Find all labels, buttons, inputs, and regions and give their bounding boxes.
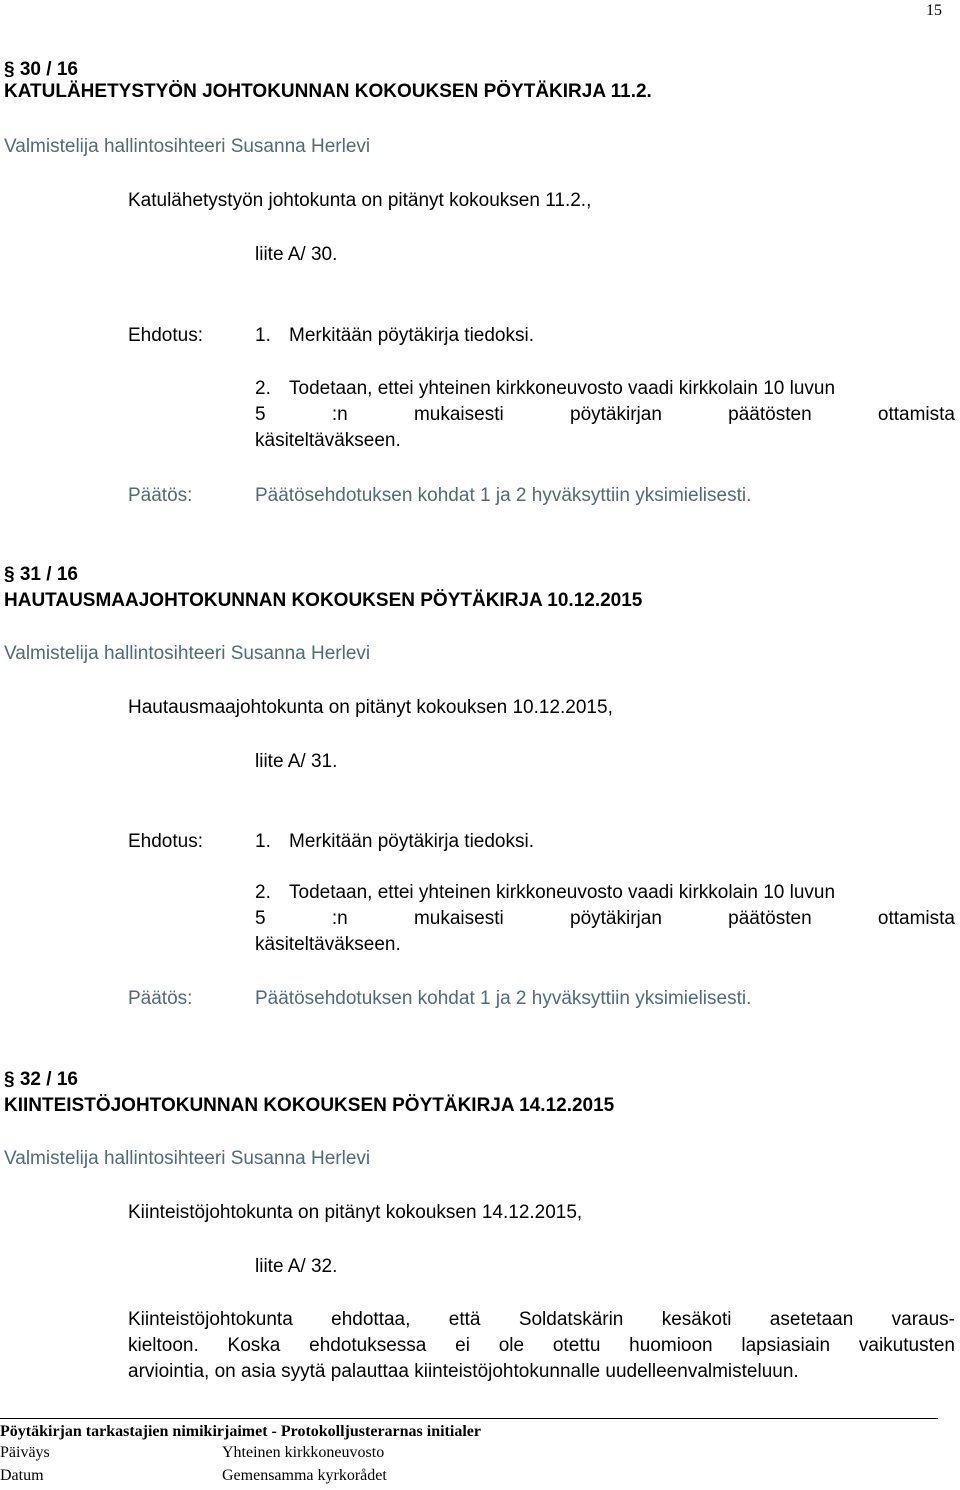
proposal-item-text: Todetaan, ettei yhteinen kirkkoneuvosto vaadi kirkkolain 10 luvun: [289, 378, 836, 399]
section-sign-icon: §: [4, 59, 15, 80]
page-number: 15: [926, 2, 942, 19]
section-heading-title: KIINTEISTÖJOHTOKUNNAN KOKOUKSEN PÖYTÄKIRJA 14.12.2015: [4, 1095, 615, 1116]
intro-text: Kiinteistöjohtokunta on pitänyt kokouksen 14.12.2015,: [128, 1202, 583, 1223]
proposal-item-text: käsiteltäväkseen.: [255, 934, 401, 955]
decision-label: Päätös:: [128, 485, 193, 506]
decision-text: Päätösehdotuksen kohdat 1 ja 2 hyväksyttiin yksimielisesti.: [255, 485, 752, 506]
proposal-label: Ehdotus:: [128, 325, 203, 346]
footer-council-fi: Yhteinen kirkkoneuvosto: [222, 1444, 385, 1461]
footer-title: Pöytäkirjan tarkastajien nimikirjaimet - Protokolljusterarnas initialer: [0, 1423, 481, 1440]
section-heading-number: § 31 / 16: [4, 564, 78, 585]
proposal-item-text: 5 :n mukaisesti pöytäkirjan päätösten ottamista: [255, 908, 955, 929]
proposal-label: Ehdotus:: [128, 831, 203, 852]
attachment-ref: liite A/ 31.: [255, 751, 338, 772]
proposal-item-number: 2.: [255, 378, 271, 399]
intro-text: Katulähetystyön johtokunta on pitänyt kokouksen 11.2.,: [128, 190, 592, 211]
footer-divider: [0, 1418, 938, 1419]
attachment-ref: liite A/ 32.: [255, 1256, 338, 1277]
proposal-item-text: Todetaan, ettei yhteinen kirkkoneuvosto vaadi kirkkolain 10 luvun: [289, 882, 836, 903]
footer-council-sv: Gemensamma kyrkorådet: [222, 1467, 387, 1484]
preparer-line: Valmistelija hallintosihteeri Susanna Herlevi: [4, 136, 371, 157]
preparer-line: Valmistelija hallintosihteeri Susanna Herlevi: [4, 1148, 371, 1169]
section-sign-icon: §: [4, 1069, 15, 1090]
section-heading-number: § 32 / 16: [4, 1069, 78, 1090]
proposal-item-number: 2.: [255, 882, 271, 903]
decision-text: Päätösehdotuksen kohdat 1 ja 2 hyväksyttiin yksimielisesti.: [255, 988, 752, 1009]
section-sign-icon: §: [4, 564, 15, 585]
section-heading-title: KATULÄHETYSTYÖN JOHTOKUNNAN KOKOUKSEN PÖYTÄKIRJA 11.2.: [4, 81, 652, 102]
section-heading-title: HAUTAUSMAAJOHTOKUNNAN KOKOUKSEN PÖYTÄKIRJA 10.12.2015: [4, 590, 643, 611]
proposal-item-number: 1.: [255, 325, 271, 346]
footer-date-sv: Datum: [0, 1467, 44, 1484]
proposal-item-text: Merkitään pöytäkirja tiedoksi.: [289, 831, 534, 852]
footer-date-fi: Päiväys: [0, 1444, 50, 1461]
proposal-item-text: Merkitään pöytäkirja tiedoksi.: [289, 325, 534, 346]
paragraph-line: arviointia, on asia syytä palauttaa kiinteistöjohtokunnalle uudelleenvalmisteluun.: [128, 1361, 799, 1382]
paragraph-line: Kiinteistöjohtokunta ehdottaa, että Soldatskärin kesäkoti asetetaan varaus-: [128, 1309, 955, 1330]
decision-label: Päätös:: [128, 988, 193, 1009]
paragraph-line: kieltoon. Koska ehdotuksessa ei ole otettu huomioon lapsiasiain vaikutusten: [128, 1335, 955, 1356]
preparer-line: Valmistelija hallintosihteeri Susanna Herlevi: [4, 643, 371, 664]
section-heading-number: § 30 / 16: [4, 59, 78, 80]
proposal-item-text: 5 :n mukaisesti pöytäkirjan päätösten ottamista: [255, 404, 955, 425]
proposal-item-text: käsiteltäväkseen.: [255, 430, 401, 451]
intro-text: Hautausmaajohtokunta on pitänyt kokouksen 10.12.2015,: [128, 697, 613, 718]
proposal-item-number: 1.: [255, 831, 271, 852]
attachment-ref: liite A/ 30.: [255, 244, 338, 265]
